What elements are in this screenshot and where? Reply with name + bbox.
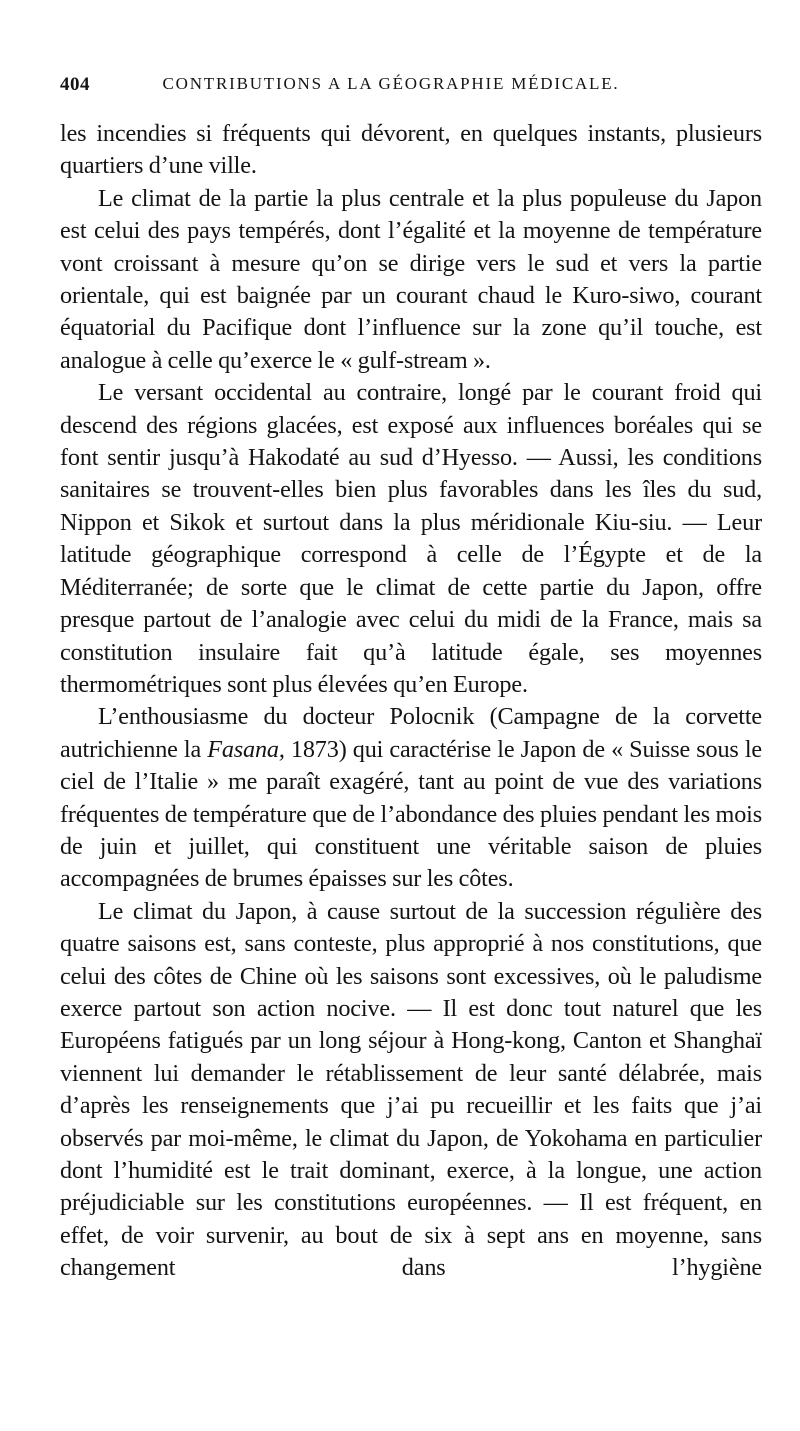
- paragraph-continued: les incendies si fréquents qui dévorent, en quelques instants, plusieurs quartiers d’une ville.: [60, 120, 762, 180]
- running-title: CONTRIBUTIONS A LA GÉOGRAPHIE MÉDICALE.: [162, 74, 620, 93]
- paragraph-western-slope: Le versant occidental au contraire, longé par le courant froid qui descend des régions glacées, est exposé aux influences boréales qui se font sentir jusqu’à Hakodaté au sud d’Hyesso. — Aussi, les conditions sanitaires se trouvent-elles bien plus favorables dans les îles du sud, Nippon et Sikok et surtout dans la plus méridionale Kiu-siu. — Leur latitude géographique correspond à celle de l’Égypte et de la Méditerranée; de sorte que le climat de cette partie du Japon, offre presque partout de l’analogie avec celui du midi de la France, mais sa constitution insulaire fait qu’à latitude égale, ses moyennes thermométriques sont plus élevées qu’en Europe.: [60, 379, 762, 698]
- paragraph-polocnik: [60, 701, 762, 895]
- paragraph-climate-center: Le climat de la partie la plus centrale et la plus populeuse du Japon est celui des pays tempérés, dont l’égalité et la moyenne de température vont croissant à mesure qu’on se dirige vers le sud et vers la partie orientale, qui est baignée par un courant chaud le Kuro-siwo, courant équatorial du Pacifique dont l’influence sur la zone qu’il touche, est analogue à celle qu’exerce le « gulf-stream ».: [60, 184, 762, 374]
- body-text: [60, 118, 762, 1285]
- ship-name-italic: Fasana,: [207, 735, 285, 763]
- paragraph-seasons: Le climat du Japon, à cause surtout de la succession régulière des quatre saisons est, sans conteste, plus approprié à nos constitutions, que celui des côtes de Chine où les saisons sont excessives, où le paludisme exerce partout son action nocive. — Il est donc tout naturel que les Européens fatigués par un long séjour à Hong-kong, Canton et Shanghaï viennent lui demander le rétablissement de leur santé délabrée, mais d’après les renseignements que j’ai pu recueillir et les faits que j’ai observés par moi-même, le climat du Japon, de Yokohama en particulier dont l’humidité est le trait dominant, exerce, à la longue, une action préjudiciable sur les constitutions européennes. — Il est fréquent, en effet, de voir survenir, au bout de six à sept ans en moyenne, sans changement dans l’hygiène: [60, 897, 762, 1282]
- paragraph-polocnik-after: 1873) qui caractérise le Japon de « Suisse sous le ciel de l’Italie » me paraît exagéré, tant au point de vue des variations fréquentes de température que de l’abondance des pluies pendant les mois de juin et juillet, qui constituent une véritable saison de pluies accompagnées de brumes épaisses sur les côtes.: [60, 735, 762, 893]
- paragraph-polocnik-before: L’enthousiasme du docteur Polocnik (Campagne de la corvette autrichienne la: [60, 703, 762, 763]
- running-head: [60, 74, 762, 118]
- page-number: 404: [60, 74, 90, 95]
